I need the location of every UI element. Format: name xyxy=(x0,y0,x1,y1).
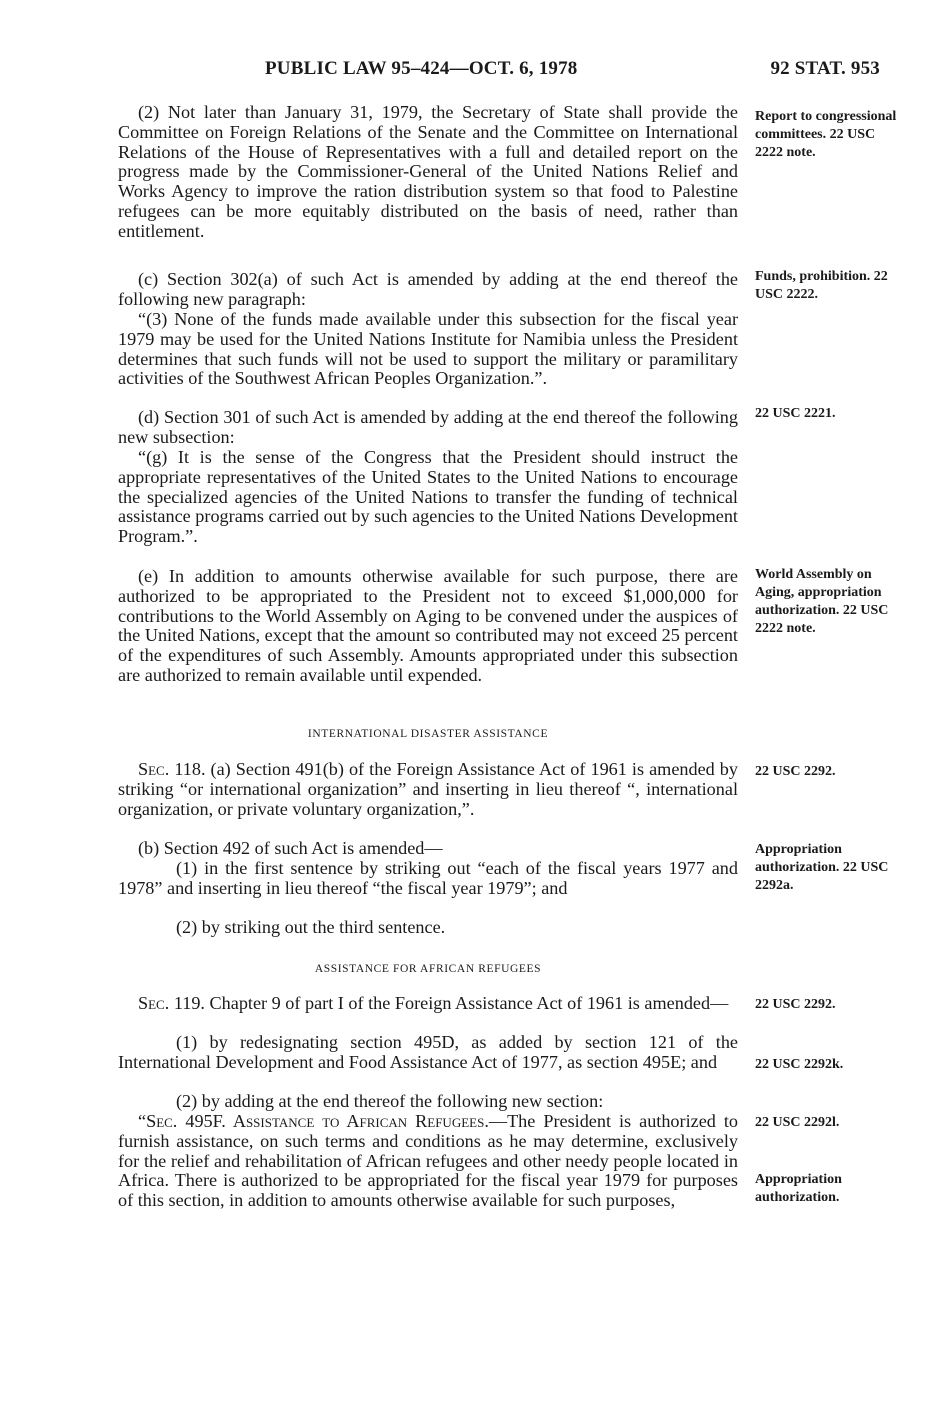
sec-118-text: 118. (a) Section 491(b) of the Foreign Assistance Act of 1961 is amended by striking “or international organization” and inserting in lieu thereof “, international organization, or private voluntary organization,”. xyxy=(118,759,738,819)
paragraph-sec-495f xyxy=(118,1112,738,1211)
page-number: 92 STAT. 953 xyxy=(770,58,880,79)
margin-note-world-assembly: World Assembly on Aging, appropriation authorization. 22 USC 2222 note. xyxy=(755,567,889,636)
margin-note-report: Report to congressional committees. 22 USC 2222 note. xyxy=(755,109,897,160)
margin-note-funds: Funds, prohibition. 22 USC 2222. xyxy=(755,269,888,302)
margin-note-2292k: 22 USC 2292k. xyxy=(755,1057,844,1072)
margin-note-appropriation-b: Appropriation authorization. xyxy=(755,1172,842,1205)
margin-note-2221: 22 USC 2221. xyxy=(755,406,836,421)
paragraph-report: (2) Not later than January 31, 1979, the Secretary of State shall provide the Committee on Foreign Relations of the Senate and the Committee on International Relations of the House of Representatives with a full and detailed report on the progress made by the Commissioner-General of the United Nations Relief and Works Agency to improve the ration distribution system so that food to Palestine refugees can be more equitably distributed on the basis of need, rather than entitlement. xyxy=(118,102,738,241)
paragraph-sec-119 xyxy=(118,994,738,1014)
paragraph-add-section: (2) by adding at the end thereof the following new section: xyxy=(176,1091,604,1111)
paragraph-section-492: (b) Section 492 of such Act is amended— xyxy=(138,838,443,858)
paragraph-item-1: (1) in the first sentence by striking out “each of the fiscal years 1977 and 1978” and inserting in lieu thereof “the fiscal year 1979”; and xyxy=(118,858,738,898)
margin-note-2292l: 22 USC 2292l. xyxy=(755,1115,840,1130)
heading-african-refugees: ASSISTANCE FOR AFRICAN REFUGEES xyxy=(314,963,542,975)
header-title: PUBLIC LAW 95–424—OCT. 6, 1978 xyxy=(265,58,578,79)
sec-label: “Sec. xyxy=(138,1111,178,1131)
heading-disaster-assistance: INTERNATIONAL DISASTER ASSISTANCE xyxy=(307,728,549,740)
paragraph-world-assembly: (e) In addition to amounts otherwise available for such purpose, there are authorized to be appropriated to the President not to exceed $1,000,000 for contributions to the World Assembly on Aging to be convened under the auspices of the United Nations, except that the amount so contributed may not exceed 25 percent of the expenditures of such Assembly. Amounts appropriated under this subsection are authorized to remain available until expended. xyxy=(118,566,738,685)
margin-note-2292-b: 22 USC 2292. xyxy=(755,997,836,1012)
paragraph-sec-118 xyxy=(118,760,738,819)
paragraph-namibia: “(3) None of the funds made available under this subsection for the fiscal year 1979 may be used for the United Nations Institute for Namibia unless the President determines that such funds will not be used to support the military or paramilitary activities of the Southwest African Peoples Organization.”. xyxy=(118,309,738,389)
paragraph-item-2: (2) by striking out the third sentence. xyxy=(176,917,446,937)
paragraph-redesignate: (1) by redesignating section 495D, as added by section 121 of the International Development and Food Assistance Act of 1977, as section 495E; and xyxy=(118,1032,738,1072)
sec-label: Sec. xyxy=(138,759,170,779)
sec-495f-text: —The President is authorized to furnish assistance, on such terms and conditions as he may determine, exclusively for the relief and rehabilitation of African refugees and other needy people located in Africa. There is authorized to be appropriated for the fiscal year 1979 for purposes of this section, in addition to amounts otherwise available for such purposes, xyxy=(118,1111,739,1211)
paragraph-section-302a: (c) Section 302(a) of such Act is amended by adding at the end thereof the following new paragraph: xyxy=(118,269,738,309)
paragraph-section-301: (d) Section 301 of such Act is amended by adding at the end thereof the following new subsection: xyxy=(118,407,738,447)
sec-label: Sec. xyxy=(138,993,170,1013)
sec-119-text: 119. Chapter 9 of part I of the Foreign Assistance Act of 1961 is amended— xyxy=(169,993,729,1013)
sec-495f-title: 495F. Assistance to African Refugees. xyxy=(177,1111,489,1131)
margin-note-2292-a: 22 USC 2292. xyxy=(755,764,836,779)
paragraph-sense-of-congress: “(g) It is the sense of the Congress that the President should instruct the appropriate representatives of the United States to the United Nations to encourage the specialized agencies of the United Nations to transfer the funding of technical assistance programs carried out by such agencies to the United Nations Development Program.”. xyxy=(118,447,738,547)
margin-note-appropriation-a: Appropriation authorization. 22 USC 2292a. xyxy=(755,842,889,893)
